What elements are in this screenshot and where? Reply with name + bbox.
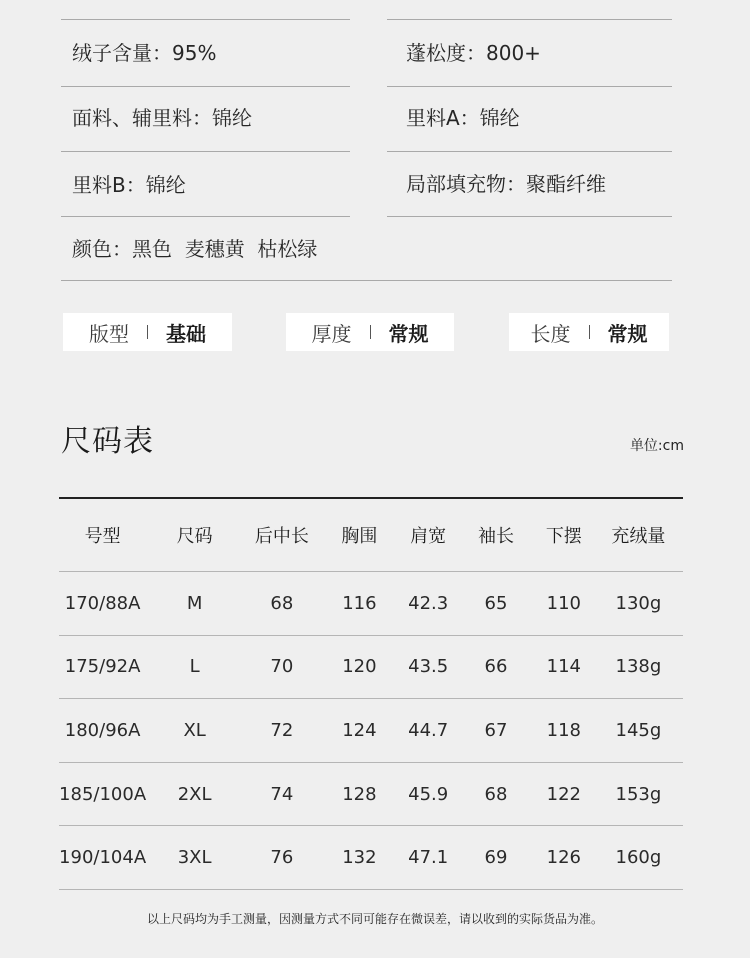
table-cell: 116: [342, 592, 377, 614]
table-cell: 175/92A: [64, 656, 141, 678]
column-header: 下摆: [545, 526, 582, 547]
table-cell: 44.7: [408, 719, 449, 741]
divider: [387, 216, 672, 217]
table-cell: 47.1: [408, 847, 449, 869]
table-cell: 70: [270, 656, 294, 678]
column-header: 尺码: [176, 526, 213, 547]
table-cell: 118: [546, 719, 581, 741]
measurement-disclaimer: 以上尺码均为手工测量，因测量方式不同可能存在微误差，请以收到的实际货品为准。: [146, 912, 603, 926]
tag-separator: [147, 325, 148, 339]
column-header: 胸围: [341, 526, 378, 547]
table-cell: 68: [484, 783, 508, 805]
table-row: [59, 699, 683, 763]
table-cell: 138g: [615, 656, 662, 678]
column-header: 袖长: [477, 526, 514, 547]
spec-colors: 颜色：黑色 麦穗黄 枯松绿: [72, 237, 318, 261]
divider: [61, 151, 350, 152]
spec-down-content: 绒子含量：95%: [72, 41, 217, 65]
table-cell: 68: [270, 592, 294, 614]
size-chart-unit: 单位:cm: [629, 438, 684, 454]
table-cell: 145g: [615, 719, 662, 741]
table-cell: 114: [546, 656, 581, 678]
divider: [387, 19, 672, 20]
tag-label: 版型: [89, 321, 129, 346]
size-chart-title: 尺码表: [61, 424, 154, 459]
divider: [387, 151, 672, 152]
divider: [61, 280, 672, 281]
table-row: [59, 636, 683, 700]
table-cell: 74: [270, 783, 294, 805]
table-cell: 3XL: [177, 847, 212, 869]
table-cell: L: [189, 656, 200, 678]
tag-value: 常规: [607, 321, 648, 346]
table-cell: 72: [270, 719, 294, 741]
table-cell: 130g: [615, 592, 662, 614]
spec-fabric: 面料、辅里料：锦纶: [72, 106, 252, 130]
divider: [61, 19, 350, 20]
table-cell: 69: [484, 847, 508, 869]
table-cell: 67: [484, 719, 508, 741]
table-row: [59, 763, 683, 827]
table-cell: 110: [546, 592, 581, 614]
table-cell: 126: [546, 847, 581, 869]
table-cell: 66: [484, 656, 508, 678]
tag-fit: [63, 313, 232, 351]
table-cell: 153g: [615, 783, 662, 805]
table-cell: 132: [342, 847, 377, 869]
divider: [387, 86, 672, 87]
table-cell: 128: [342, 783, 377, 805]
spec-lining-a: 里料A：锦纶: [406, 106, 520, 130]
column-header: 充绒量: [611, 526, 666, 547]
table-cell: 43.5: [408, 656, 449, 678]
spec-partial-filling: 局部填充物：聚酯纤维: [406, 172, 606, 196]
tag-label: 长度: [530, 321, 571, 346]
column-header: 后中长: [254, 526, 309, 547]
table-cell: 45.9: [408, 783, 449, 805]
table-cell: 120: [342, 656, 377, 678]
tag-label: 厚度: [311, 321, 352, 346]
table-cell: 180/96A: [64, 719, 141, 741]
table-cell: XL: [183, 719, 206, 741]
table-cell: 76: [270, 847, 294, 869]
divider: [61, 86, 350, 87]
table-cell: 170/88A: [64, 592, 141, 614]
table-cell: 185/100A: [59, 783, 147, 805]
tag-separator: [589, 325, 590, 339]
table-cell: 190/104A: [59, 847, 147, 869]
tag-length: [509, 313, 669, 351]
table-row: [59, 826, 683, 890]
tag-value: 常规: [388, 321, 429, 346]
table-cell: 42.3: [408, 592, 449, 614]
column-header: 肩宽: [410, 526, 447, 547]
tag-thickness: [286, 313, 454, 351]
spec-fill-power: 蓬松度：800+: [406, 41, 541, 65]
table-cell: M: [186, 592, 203, 614]
table-row: [59, 572, 683, 636]
table-header-row: [59, 499, 683, 572]
tag-value: 基础: [166, 321, 206, 346]
column-header: 号型: [84, 526, 121, 547]
table-cell: 124: [342, 719, 377, 741]
spec-lining-b: 里料B：锦纶: [72, 173, 186, 197]
table-cell: 160g: [615, 847, 662, 869]
divider: [61, 216, 350, 217]
table-cell: 122: [546, 783, 581, 805]
table-cell: 2XL: [177, 783, 212, 805]
size-table: [59, 499, 683, 890]
tag-separator: [370, 325, 371, 339]
table-cell: 65: [484, 592, 508, 614]
